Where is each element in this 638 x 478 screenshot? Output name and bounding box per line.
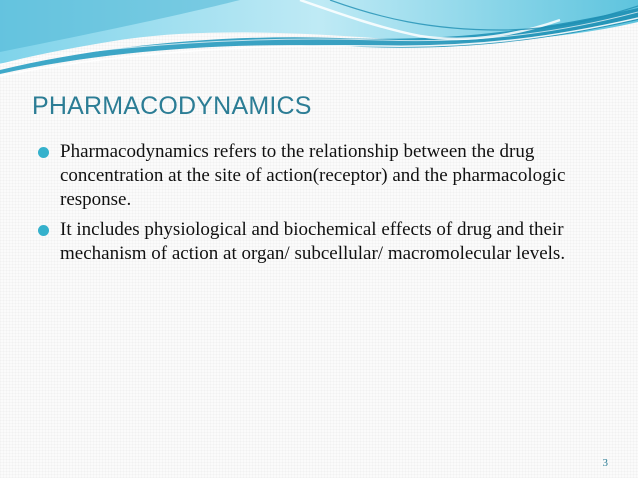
page-number: 3 — [602, 457, 608, 469]
bullet-list — [38, 140, 598, 272]
bullet-item-definition — [38, 140, 598, 212]
bullet-text: It includes physiological and biochemical effects of drug and their mechanism of action at organ/ subcellular/ macromolecular levels. — [60, 219, 566, 264]
bullet-dot-icon — [38, 147, 49, 158]
bullet-text: Pharmacodynamics refers to the relationship between the drug concentration at the site of action(receptor) and the pharmacologic response. — [60, 141, 566, 210]
slide-title: PHARMACODYNAMICS — [32, 92, 312, 120]
bullet-dot-icon — [38, 225, 49, 236]
bullet-item-scope — [38, 218, 598, 266]
header-wave-banner — [0, 0, 638, 80]
